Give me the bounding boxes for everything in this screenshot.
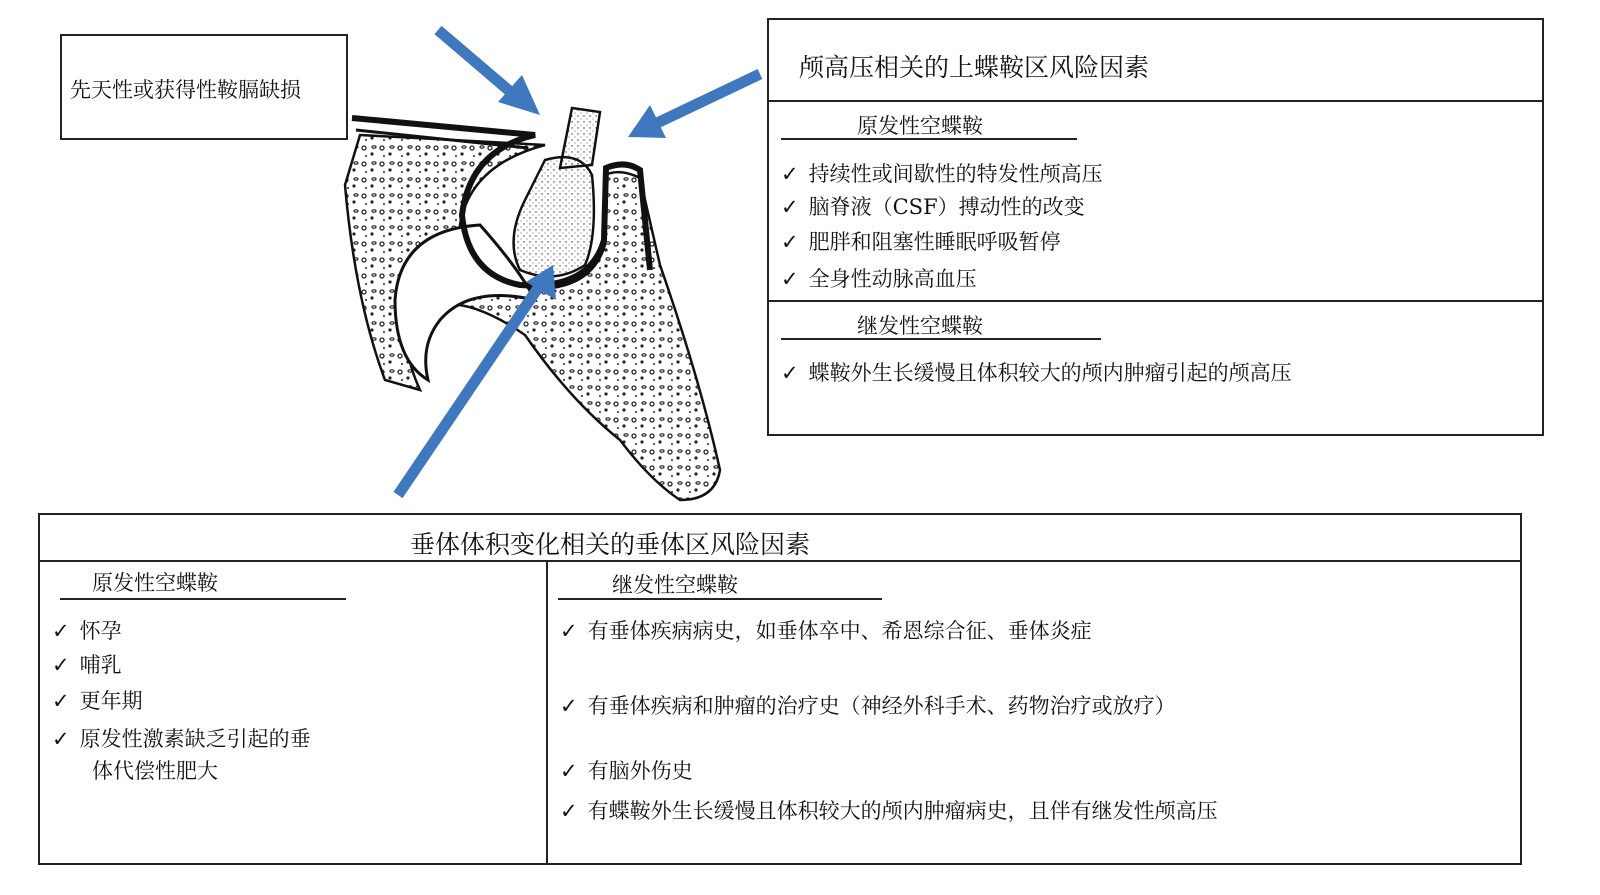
pituitary-secondary-item: ✓ 有脑外伤史 — [560, 755, 693, 785]
pituitary-stalk — [560, 108, 600, 168]
pituitary-gland — [514, 157, 594, 276]
diaphragm-defect-label: 先天性或获得性鞍膈缺损 — [70, 78, 301, 102]
icp-secondary-item: ✓ 蝶鞍外生长缓慢且体积较大的颅内肿瘤引起的颅高压 — [781, 357, 1292, 387]
pituitary-primary-item: ✓ 更年期 — [52, 685, 143, 715]
diaphragm-defect-box — [60, 34, 348, 140]
icp-secondary-heading: 继发性空蝶鞍 — [857, 314, 983, 338]
pituitary-primary-underline — [60, 598, 346, 600]
icp-secondary-underline — [781, 338, 1101, 340]
icp-risk-title: 颅高压相关的上蝶鞍区风险因素 — [799, 53, 1150, 82]
pituitary-secondary-underline — [558, 598, 882, 600]
icp-risk-box — [767, 18, 1544, 436]
pituitary-title-divider — [40, 560, 1520, 562]
pituitary-secondary-heading: 继发性空蝶鞍 — [612, 573, 738, 597]
pituitary-primary-item-continued: 体代偿性肥大 — [92, 759, 218, 783]
pituitary-risk-box — [38, 513, 1522, 865]
icp-primary-underline — [781, 138, 1077, 140]
icp-primary-item: ✓ 全身性动脉高血压 — [781, 263, 977, 293]
pituitary-secondary-item: ✓ 有垂体疾病病史，如垂体卒中、希恩综合征、垂体炎症 — [560, 615, 1092, 645]
icp-section-divider — [769, 300, 1542, 302]
icp-primary-item: ✓ 持续性或间歇性的特发性颅高压 — [781, 158, 1103, 188]
pituitary-primary-item: ✓ 哺乳 — [52, 649, 122, 679]
arrow-defect — [438, 30, 520, 100]
icp-primary-item: ✓ 脑脊液（CSF）搏动性的改变 — [781, 191, 1085, 221]
pituitary-primary-heading: 原发性空蝶鞍 — [92, 571, 218, 595]
pituitary-secondary-item: ✓ 有蝶鞍外生长缓慢且体积较大的颅内肿瘤病史，且伴有继发性颅高压 — [560, 795, 1218, 825]
pituitary-risk-title: 垂体体积变化相关的垂体区风险因素 — [410, 530, 811, 559]
arrow-icp — [655, 74, 760, 124]
icp-title-divider — [769, 100, 1542, 102]
icp-primary-item: ✓ 肥胖和阻塞性睡眠呼吸暂停 — [781, 226, 1061, 256]
pituitary-column-divider — [546, 560, 548, 863]
pituitary-primary-item: ✓ 怀孕 — [52, 615, 122, 645]
pituitary-primary-item: ✓ 原发性激素缺乏引起的垂 — [52, 723, 311, 753]
icp-primary-heading: 原发性空蝶鞍 — [857, 114, 983, 138]
pituitary-secondary-item: ✓ 有垂体疾病和肿瘤的治疗史（神经外科手术、药物治疗或放疗） — [560, 690, 1176, 720]
